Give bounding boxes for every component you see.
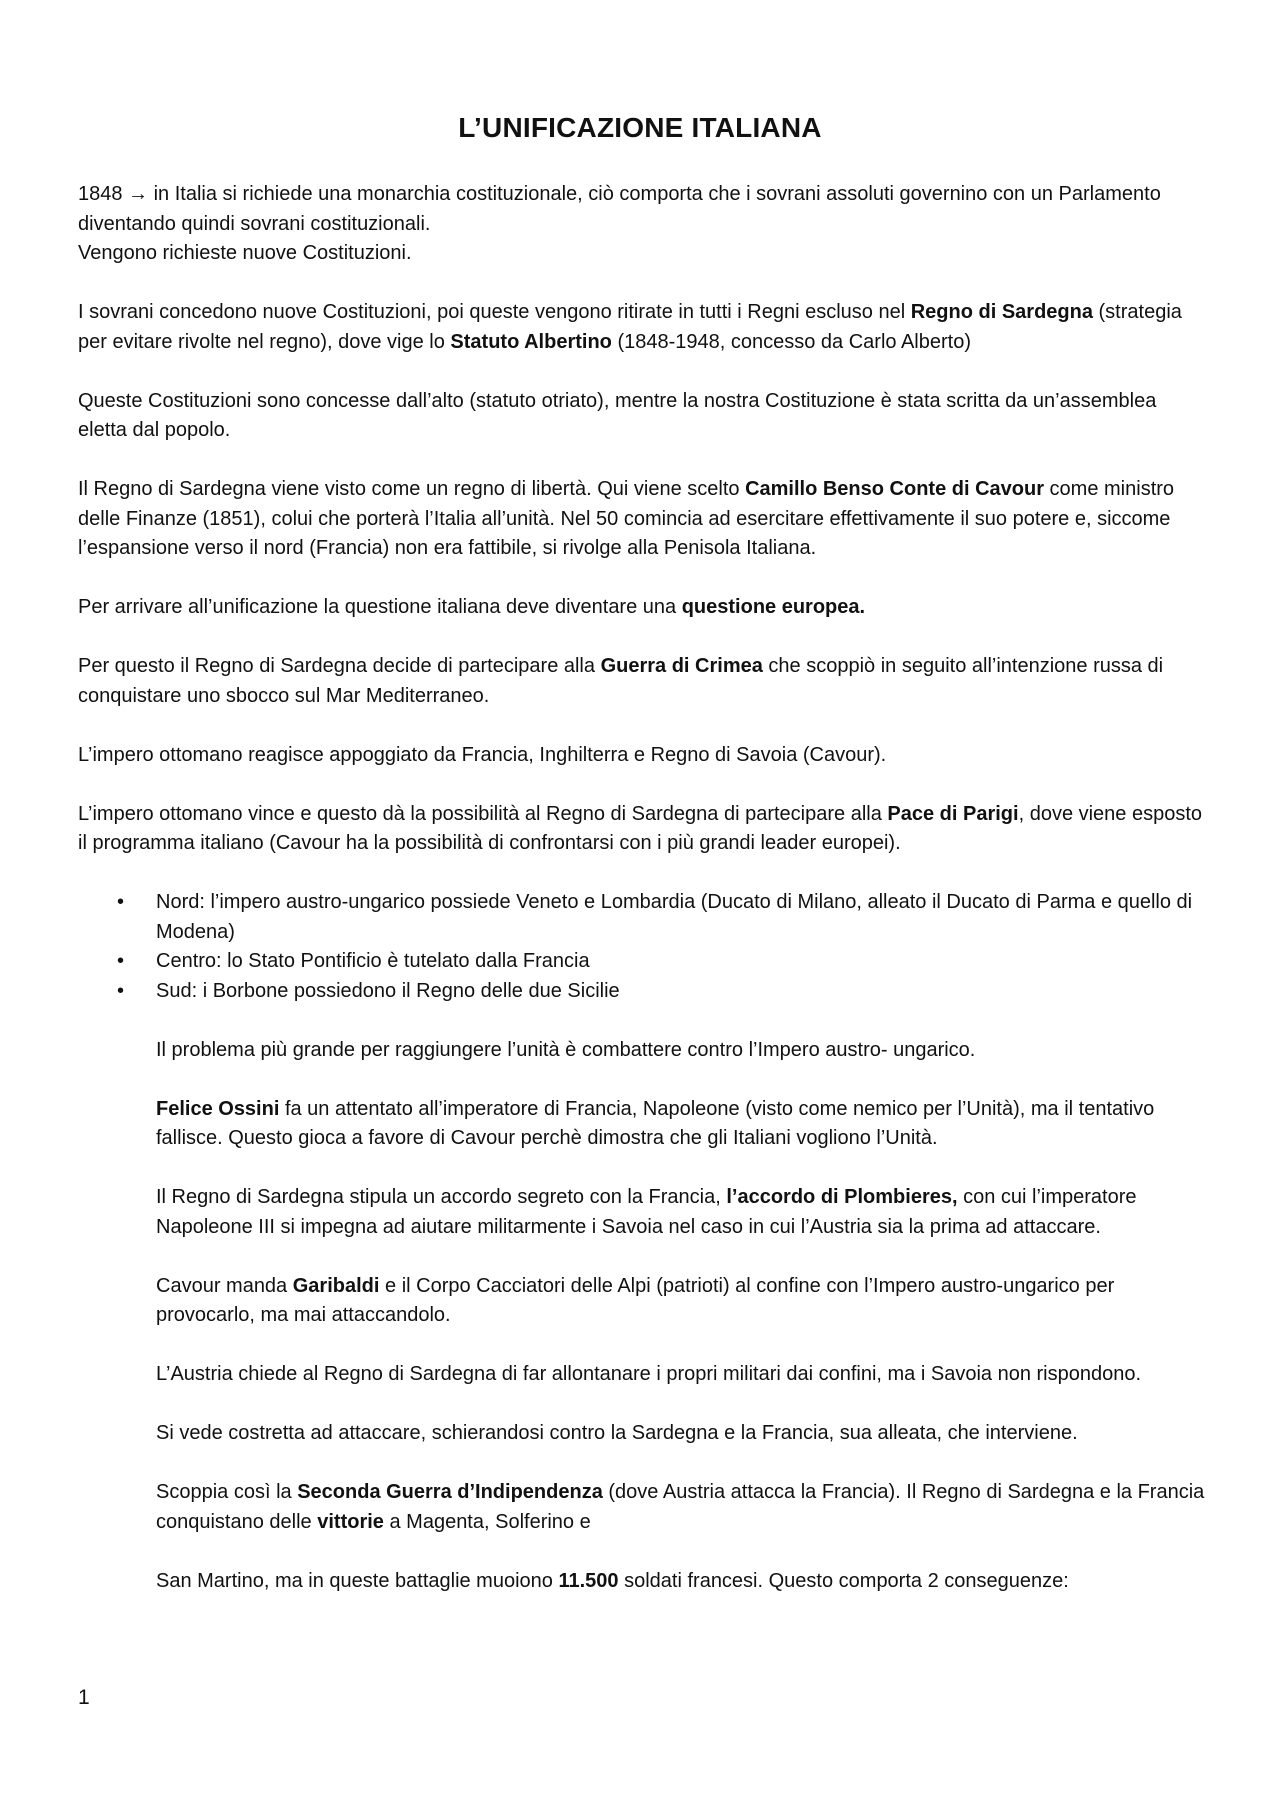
bullet-list bbox=[78, 888, 1208, 1006]
bold-accordo-plombieres: l’accordo di Plombieres, bbox=[726, 1186, 958, 1208]
bold-regno-sardegna: Regno di Sardegna bbox=[910, 301, 1093, 323]
paragraph-1848-line2: Vengono richieste nuove Costituzioni. bbox=[78, 242, 412, 264]
text-run: (1848-1948, concesso da Carlo Alberto) bbox=[611, 330, 971, 353]
paragraph-questione-europea bbox=[78, 593, 1208, 623]
text-run: Per questo il Regno di Sardegna decide di partecipare alla bbox=[78, 655, 601, 677]
page-number: 1 bbox=[78, 1686, 90, 1709]
list-item bbox=[78, 977, 1208, 1007]
list-item bbox=[78, 947, 1208, 977]
text-run: Scoppia così la bbox=[156, 1481, 298, 1503]
text-run: (strategia per evitare rivolte nel regno), dove vige lo bbox=[78, 301, 1182, 353]
text-run: Il Regno di Sardegna stipula un accordo segreto con la Francia, bbox=[156, 1186, 727, 1208]
bold-vittorie: vittorie bbox=[317, 1510, 384, 1533]
list-item-text: Sud: i Borbone possiedono il Regno delle due Sicilie bbox=[156, 979, 620, 1002]
paragraph-plombieres bbox=[78, 1183, 1208, 1242]
document-body bbox=[78, 180, 1208, 1596]
paragraph-san-martino bbox=[78, 1567, 1208, 1597]
text-run: che scoppiò in seguito all’intenzione russa di conquistare uno sbocco sul Mar Mediterraneo. bbox=[78, 655, 1164, 707]
paragraph-seconda-guerra bbox=[78, 1478, 1208, 1537]
text-run: a Magenta, Solferino e bbox=[383, 1510, 591, 1533]
bold-garibaldi: Garibaldi bbox=[292, 1274, 380, 1297]
bold-guerra-crimea: Guerra di Crimea bbox=[600, 655, 763, 677]
paragraph-garibaldi bbox=[78, 1272, 1208, 1331]
bold-felice-ossini: Felice Ossini bbox=[156, 1097, 280, 1120]
paragraph-concesse: Queste Costituzioni sono concesse dall’alto (statuto otriato), mentre la nostra Costituzione è stata scritta da un’assemblea eletta dal popolo. bbox=[78, 389, 1157, 441]
list-item-text: Nord: l’impero austro-ungarico possiede Veneto e Lombardia (Ducato di Milano, alleato il Ducato di Parma e quello di Modena) bbox=[156, 891, 1193, 943]
text-run: Per arrivare all’unificazione la questione italiana deve diventare una bbox=[78, 596, 682, 618]
paragraph-crimea bbox=[78, 652, 1208, 711]
paragraph-costituzioni bbox=[78, 298, 1208, 357]
bullet-icon: • bbox=[117, 950, 125, 972]
bold-seconda-guerra: Seconda Guerra d’Indipendenza bbox=[297, 1481, 603, 1503]
text-run: , dove viene esposto il programma italiano (Cavour ha la possibilità di confrontarsi con i più grandi leader europei). bbox=[78, 802, 1203, 854]
text-run: San Martino, ma in queste battaglie muoiono bbox=[156, 1569, 559, 1592]
paragraph-1848 bbox=[78, 180, 1208, 269]
text-run: Il Regno di Sardegna viene visto come un regno di libertà. Qui viene scelto bbox=[78, 478, 746, 500]
paragraph-cavour bbox=[78, 475, 1208, 564]
text-run: e il Corpo Cacciatori delle Alpi (patrioti) al confine con l’Impero austro-ungarico per provocarlo, ma mai attaccandolo. bbox=[156, 1274, 1115, 1326]
bold-statuto-albertino: Statuto Albertino bbox=[450, 330, 612, 353]
bold-soldati-count: 11.500 bbox=[558, 1569, 619, 1592]
text-run: L’impero ottomano vince e questo dà la possibilità al Regno di Sardegna di partecipare alla bbox=[78, 802, 888, 825]
text-run: (dove Austria attacca la Francia). Il Regno di Sardegna e la Francia conquistano delle bbox=[156, 1481, 1205, 1533]
paragraph-impero-ottomano: L’impero ottomano reagisce appoggiato da Francia, Inghilterra e Regno di Savoia (Cavour). bbox=[78, 743, 887, 766]
paragraph-1848-text: 1848 → in Italia si richiede una monarchia costituzionale, ciò comporta che i sovrani assoluti governino con un Parlamento diventando quindi sovrani costituzionali. bbox=[78, 183, 1161, 235]
list-item bbox=[78, 888, 1208, 947]
text-run: I sovrani concedono nuove Costituzioni, poi queste vengono ritirate in tutti i Regni escluso nel bbox=[78, 301, 911, 323]
paragraph-austria-chiede: L’Austria chiede al Regno di Sardegna di far allontanare i propri militari dai confini, ma i Savoia non rispondono. bbox=[156, 1363, 1142, 1385]
text-run: fa un attentato all’imperatore di Francia, Napoleone (visto come nemico per l’Unità), ma il tentativo fallisce. Questo gioca a favore di Cavour perchè dimostra che gli Italiani vogliono l’Unità. bbox=[156, 1097, 1155, 1149]
paragraph-costretta: Si vede costretta ad attaccare, schierandosi contro la Sardegna e la Francia, sua alleata, che interviene. bbox=[156, 1422, 1078, 1444]
bullet-icon: • bbox=[117, 979, 125, 1002]
paragraph-pace-parigi bbox=[78, 800, 1208, 859]
bullet-icon: • bbox=[117, 891, 125, 913]
paragraph-problema: Il problema più grande per raggiungere l’unità è combattere contro l’Impero austro- ungarico. bbox=[156, 1038, 976, 1061]
list-item-text: Centro: lo Stato Pontificio è tutelato dalla Francia bbox=[156, 950, 590, 972]
bold-pace-parigi: Pace di Parigi bbox=[887, 802, 1019, 825]
paragraph-ossini bbox=[78, 1095, 1208, 1154]
bold-cavour: Camillo Benso Conte di Cavour bbox=[745, 478, 1044, 500]
text-run: con cui l’imperatore Napoleone III si impegna ad aiutare militarmente i Savoia nel caso in cui l’Austria sia la prima ad attaccare. bbox=[156, 1186, 1137, 1238]
text-run: soldati francesi. Questo comporta 2 conseguenze: bbox=[618, 1569, 1069, 1592]
text-run: Cavour manda bbox=[156, 1274, 293, 1297]
text-run: come ministro delle Finanze (1851), colui che porterà l’Italia all’unità. Nel 50 comincia ad esercitare effettivamente il suo potere e, siccome l’espansione verso il nord (Francia) non era fattibile, si rivolge alla Penisola Italiana. bbox=[78, 478, 1175, 559]
document-title: L’UNIFICAZIONE ITALIANA bbox=[458, 112, 822, 143]
bold-questione-europea: questione europea. bbox=[681, 596, 866, 618]
